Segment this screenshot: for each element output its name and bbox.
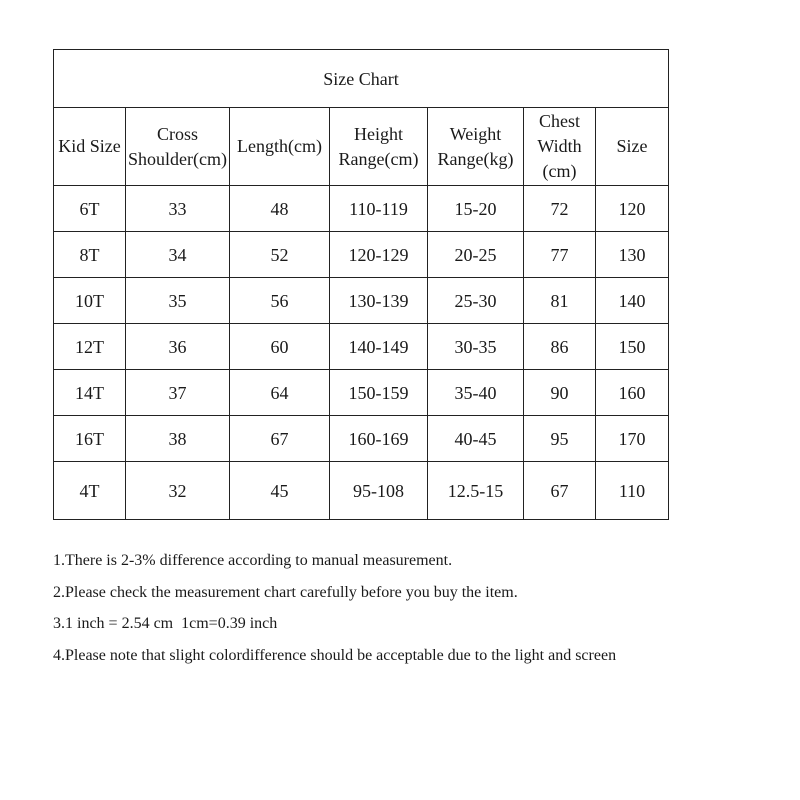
table-cell: 150 xyxy=(596,324,669,370)
table-row xyxy=(54,416,669,462)
table-cell: 52 xyxy=(230,232,330,278)
table-cell: 10T xyxy=(54,278,126,324)
table-cell: 140-149 xyxy=(330,324,428,370)
header-line: Cross xyxy=(156,123,198,144)
table-cell: 140 xyxy=(596,278,669,324)
table-cell: 81 xyxy=(524,278,596,324)
table-row xyxy=(54,232,669,278)
table-row xyxy=(54,278,669,324)
header-line: Shoulder(cm) xyxy=(128,148,227,169)
table-row xyxy=(54,186,669,232)
table-cell: 25-30 xyxy=(428,278,524,324)
table-cell: 95 xyxy=(524,416,596,462)
table-header-row xyxy=(54,108,669,186)
table-cell: 15-20 xyxy=(428,186,524,232)
table-row xyxy=(54,370,669,416)
size-chart-table xyxy=(53,49,669,520)
table-cell: 110 xyxy=(596,462,669,520)
header-line: (cm) xyxy=(542,161,577,181)
table-cell: 90 xyxy=(524,370,596,416)
table-cell: 32 xyxy=(126,462,230,520)
table-cell: 64 xyxy=(230,370,330,416)
table-cell: 56 xyxy=(230,278,330,324)
table-cell: 72 xyxy=(524,186,596,232)
table-row xyxy=(54,324,669,370)
table-cell: 12.5-15 xyxy=(428,462,524,520)
table-cell: 120-129 xyxy=(330,232,428,278)
table-cell: 14T xyxy=(54,370,126,416)
header-line: Height xyxy=(354,123,403,144)
header-length xyxy=(230,108,330,186)
header-line: Range(kg) xyxy=(437,148,514,169)
table-cell: 150-159 xyxy=(330,370,428,416)
table-cell: 20-25 xyxy=(428,232,524,278)
table-cell: 160 xyxy=(596,370,669,416)
header-weight-range xyxy=(428,108,524,186)
table-cell: 160-169 xyxy=(330,416,428,462)
table-cell: 38 xyxy=(126,416,230,462)
note-line: 3.1 inch = 2.54 cm 1cm=0.39 inch xyxy=(53,615,278,632)
header-line: Kid Size xyxy=(58,136,121,156)
table-cell: 35 xyxy=(126,278,230,324)
table-row xyxy=(54,462,669,520)
note-line: 2.Please check the measurement chart carefully before you buy the item. xyxy=(53,583,518,601)
table-cell: 36 xyxy=(126,324,230,370)
table-cell: 37 xyxy=(126,370,230,416)
table-cell: 67 xyxy=(524,462,596,520)
table-cell: 130-139 xyxy=(330,278,428,324)
table-cell: 34 xyxy=(126,232,230,278)
table-cell: 33 xyxy=(126,186,230,232)
header-cross-shoulder xyxy=(126,108,230,186)
note-line: 1.There is 2-3% difference according to manual measurement. xyxy=(53,552,453,569)
header-line: Size xyxy=(616,136,648,156)
table-cell: 48 xyxy=(230,186,330,232)
header-line: Chest xyxy=(538,111,580,131)
table-cell: 110-119 xyxy=(330,186,428,232)
table-cell: 77 xyxy=(524,232,596,278)
notes-list xyxy=(53,548,753,674)
table-cell: 120 xyxy=(596,186,669,232)
header-size xyxy=(596,108,669,186)
header-line: Range(cm) xyxy=(338,148,419,169)
table-cell: 35-40 xyxy=(428,370,524,416)
header-chest-width xyxy=(524,108,596,186)
size-chart-title: Size Chart xyxy=(54,50,669,108)
table-cell: 12T xyxy=(54,324,126,370)
table-cell: 130 xyxy=(596,232,669,278)
table-cell: 6T xyxy=(54,186,126,232)
table-cell: 45 xyxy=(230,462,330,520)
table-cell: 8T xyxy=(54,232,126,278)
header-kid-size xyxy=(54,108,126,186)
table-cell: 86 xyxy=(524,324,596,370)
header-line: Width xyxy=(537,136,582,156)
table-cell: 4T xyxy=(54,462,126,520)
table-cell: 95-108 xyxy=(330,462,428,520)
header-height-range xyxy=(330,108,428,186)
header-line: Weight xyxy=(449,123,502,144)
note-line: 4.Please note that slight colordifference should be acceptable due to the light and screen xyxy=(53,646,617,664)
table-cell: 170 xyxy=(596,416,669,462)
table-cell: 40-45 xyxy=(428,416,524,462)
table-cell: 60 xyxy=(230,324,330,370)
table-cell: 30-35 xyxy=(428,324,524,370)
header-line: Length(cm) xyxy=(237,136,322,156)
table-cell: 16T xyxy=(54,416,126,462)
table-cell: 67 xyxy=(230,416,330,462)
